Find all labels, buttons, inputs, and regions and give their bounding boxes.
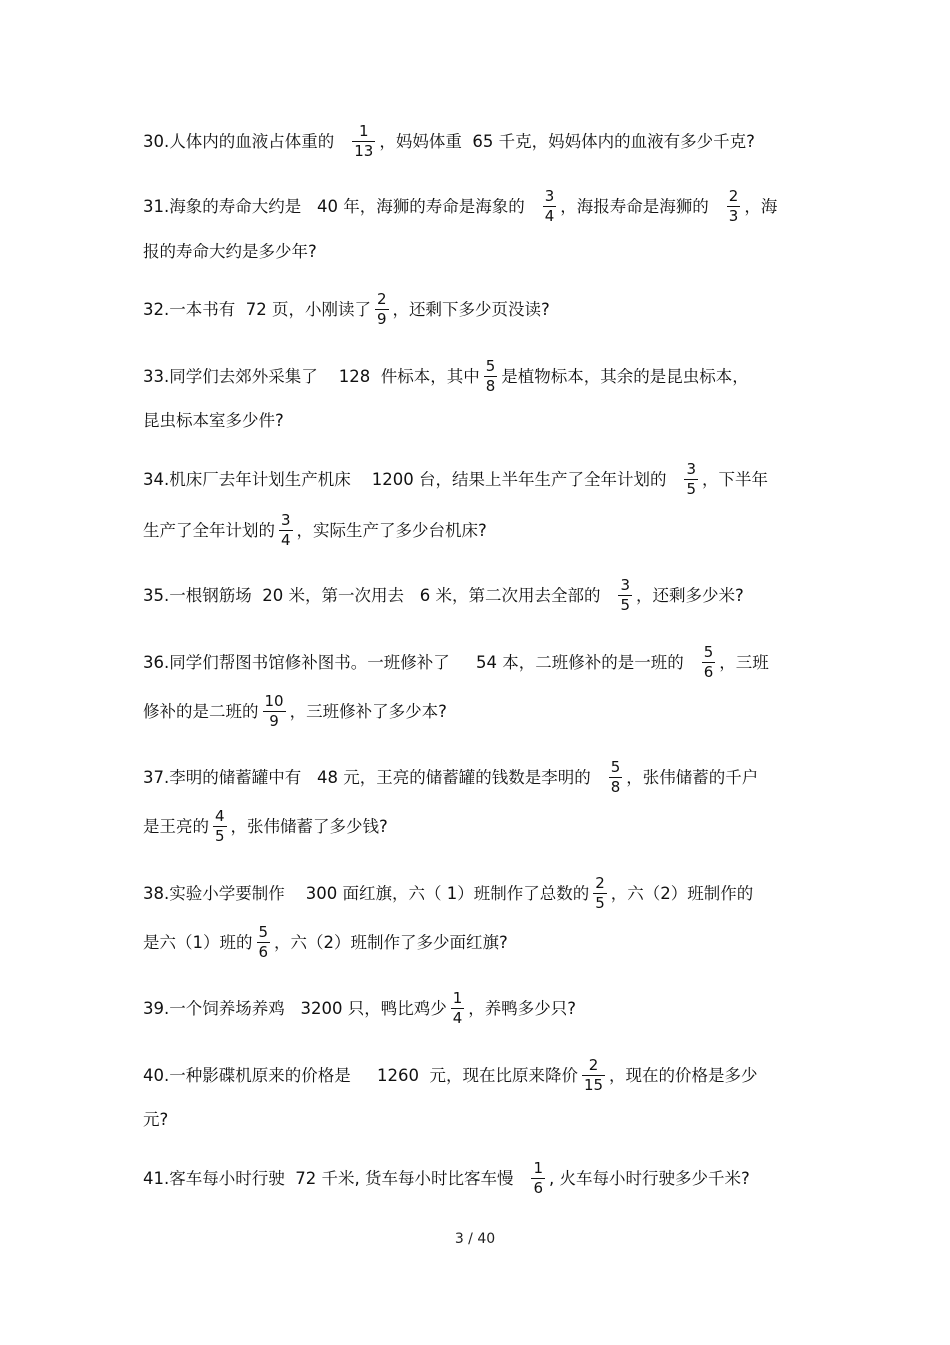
problem-text: 39.一个饲养场养鸡 3200 只，鸭比鸡少 xyxy=(143,998,447,1018)
fraction xyxy=(484,357,498,396)
fraction-denominator: 6 xyxy=(258,943,269,961)
problem-text: 昆虫标本室多少件? xyxy=(143,410,284,430)
fraction xyxy=(609,758,623,797)
problem-text: ，海报寿命是海狮的 xyxy=(560,196,709,216)
fraction-numerator: 3 xyxy=(544,187,555,205)
problem-text: , 火车每小时行驶多少千米? xyxy=(549,1168,750,1188)
problem-text: 40.一种影碟机原来的价格是 1260 元，现在比原来降价 xyxy=(143,1065,578,1085)
problem-text: 34.机床厂去年计划生产机床 1200 台，结果上半年生产了全年计划的 xyxy=(143,469,667,489)
problem-line-p41 xyxy=(143,1155,813,1201)
fraction-denominator: 6 xyxy=(703,663,714,681)
fraction-numerator: 4 xyxy=(215,807,225,825)
fraction xyxy=(582,1056,605,1095)
problem-text: 是六（1）班的 xyxy=(143,932,253,952)
fraction-denominator: 8 xyxy=(485,377,496,395)
fraction-numerator: 3 xyxy=(281,511,291,529)
fraction xyxy=(257,923,271,962)
problem-line-p38b xyxy=(143,919,813,965)
fraction-denominator: 8 xyxy=(610,778,621,796)
problem-text: 报的寿命大约是多少年? xyxy=(143,241,317,261)
problem-line-p35 xyxy=(143,572,813,618)
fraction-numerator: 1 xyxy=(352,122,375,142)
fraction-numerator: 5 xyxy=(610,758,621,776)
problem-text: 33.同学们去郊外采集了 128 件标本，其中 xyxy=(143,366,480,386)
fraction xyxy=(375,290,389,329)
fraction xyxy=(702,643,716,682)
problem-text: 35.一根钢筋场 20 米，第一次用去 6 米，第二次用去全部的 xyxy=(143,585,601,605)
problem-text: 修补的是二班的 xyxy=(143,701,259,721)
fraction-denominator: 5 xyxy=(595,894,605,912)
fraction-numerator: 1 xyxy=(452,989,463,1007)
fraction-numerator: 2 xyxy=(376,290,387,308)
problem-text: ，还剩下多少页没读? xyxy=(392,299,550,319)
page-number: 3 / 40 xyxy=(454,1231,496,1247)
fraction xyxy=(593,874,607,913)
fraction-numerator: 5 xyxy=(703,643,714,661)
problem-text: 37.李明的储蓄罐中有 48 元，王亮的储蓄罐的钱数是李明的 xyxy=(143,767,591,787)
problem-line-p37b xyxy=(143,803,813,849)
fraction-numerator: 10 xyxy=(264,692,284,710)
problem-text: ，海 xyxy=(744,196,778,216)
problem-line-p33a xyxy=(143,353,813,399)
problem-text: ，张伟储蓄的千户 xyxy=(626,767,759,787)
problem-text: 30.人体内的血液占体重的 xyxy=(143,131,335,151)
problem-text: 38.实验小学要制作 300 面红旗，六（ 1）班制作了总数的 xyxy=(143,883,590,903)
problem-line-p40b xyxy=(143,1096,813,1142)
fraction-denominator: 15 xyxy=(583,1076,604,1094)
problem-text: 36.同学们帮图书馆修补图书。一班修补了 54 本，二班修补的是一班的 xyxy=(143,652,684,672)
problem-line-p31a xyxy=(143,183,813,229)
fraction-numerator: 3 xyxy=(686,460,697,478)
fraction-numerator: 5 xyxy=(485,357,496,375)
fraction-denominator: 13 xyxy=(354,142,374,160)
problem-line-p32 xyxy=(143,286,813,332)
problem-text: 是植物标本，其余的是昆虫标本， xyxy=(501,366,749,386)
problem-line-p36b xyxy=(143,688,813,734)
problem-text: 31.海象的寿命大约是 40 年，海狮的寿命是海象的 xyxy=(143,196,525,216)
fraction-numerator: 2 xyxy=(595,874,605,892)
problem-text: ，下半年 xyxy=(702,469,769,489)
problem-text: 是王亮的 xyxy=(143,816,209,836)
fraction-denominator: 5 xyxy=(686,480,697,498)
problem-text: 41.客车每小时行驶 72 千米, 货车每小时比客车慢 xyxy=(143,1168,514,1188)
fraction xyxy=(618,576,632,615)
problem-line-p38a xyxy=(143,870,813,916)
problem-line-p33b xyxy=(143,397,813,443)
fraction-denominator: 5 xyxy=(620,596,630,614)
problem-line-p31b xyxy=(143,228,813,274)
fraction-denominator: 4 xyxy=(544,207,555,225)
fraction xyxy=(263,692,286,731)
problem-text: ，实际生产了多少台机床? xyxy=(296,520,487,540)
fraction xyxy=(352,122,375,161)
problem-text: ，三班修补了多少本? xyxy=(289,701,447,721)
fraction-numerator: 3 xyxy=(620,576,630,594)
problem-text: ，妈妈体重 65 千克，妈妈体内的血液有多少千克? xyxy=(379,131,755,151)
problem-text: ，还剩多少米? xyxy=(636,585,744,605)
problem-line-p36a xyxy=(143,639,813,685)
problem-line-p40a xyxy=(143,1052,813,1098)
problem-line-p34b xyxy=(143,507,813,553)
fraction-denominator: 4 xyxy=(452,1009,463,1027)
fraction xyxy=(684,460,698,499)
problem-text: ，六（2）班制作了多少面红旗? xyxy=(274,932,508,952)
problem-text: ，养鸭多少只? xyxy=(468,998,577,1018)
problem-text: ，张伟储蓄了多少钱? xyxy=(230,816,388,836)
fraction xyxy=(279,511,293,550)
fraction-numerator: 2 xyxy=(728,187,739,205)
fraction xyxy=(531,1159,545,1198)
fraction-numerator: 1 xyxy=(533,1159,544,1177)
fraction-denominator: 9 xyxy=(376,310,387,328)
fraction xyxy=(727,187,741,226)
problem-text: 生产了全年计划的 xyxy=(143,520,275,540)
problem-text: 32.一本书有 72 页，小刚读了 xyxy=(143,299,371,319)
problem-text: ，三班 xyxy=(719,652,769,672)
problem-text: 元? xyxy=(143,1109,169,1129)
fraction-denominator: 6 xyxy=(533,1179,544,1197)
fraction-numerator: 2 xyxy=(582,1056,605,1076)
fraction-denominator: 3 xyxy=(728,207,739,225)
problem-line-p30 xyxy=(143,118,813,164)
problem-text: ，现在的价格是多少 xyxy=(609,1065,758,1085)
fraction xyxy=(213,807,227,846)
fraction-numerator: 5 xyxy=(258,923,269,941)
problem-text: ，六（2）班制作的 xyxy=(610,883,754,903)
problem-line-p34a xyxy=(143,456,813,502)
problem-line-p37a xyxy=(143,754,813,800)
fraction xyxy=(543,187,557,226)
fraction xyxy=(451,989,465,1028)
fraction-denominator: 4 xyxy=(281,531,291,549)
fraction-denominator: 9 xyxy=(269,712,279,730)
problem-line-p39 xyxy=(143,985,813,1031)
fraction-denominator: 5 xyxy=(215,827,225,845)
